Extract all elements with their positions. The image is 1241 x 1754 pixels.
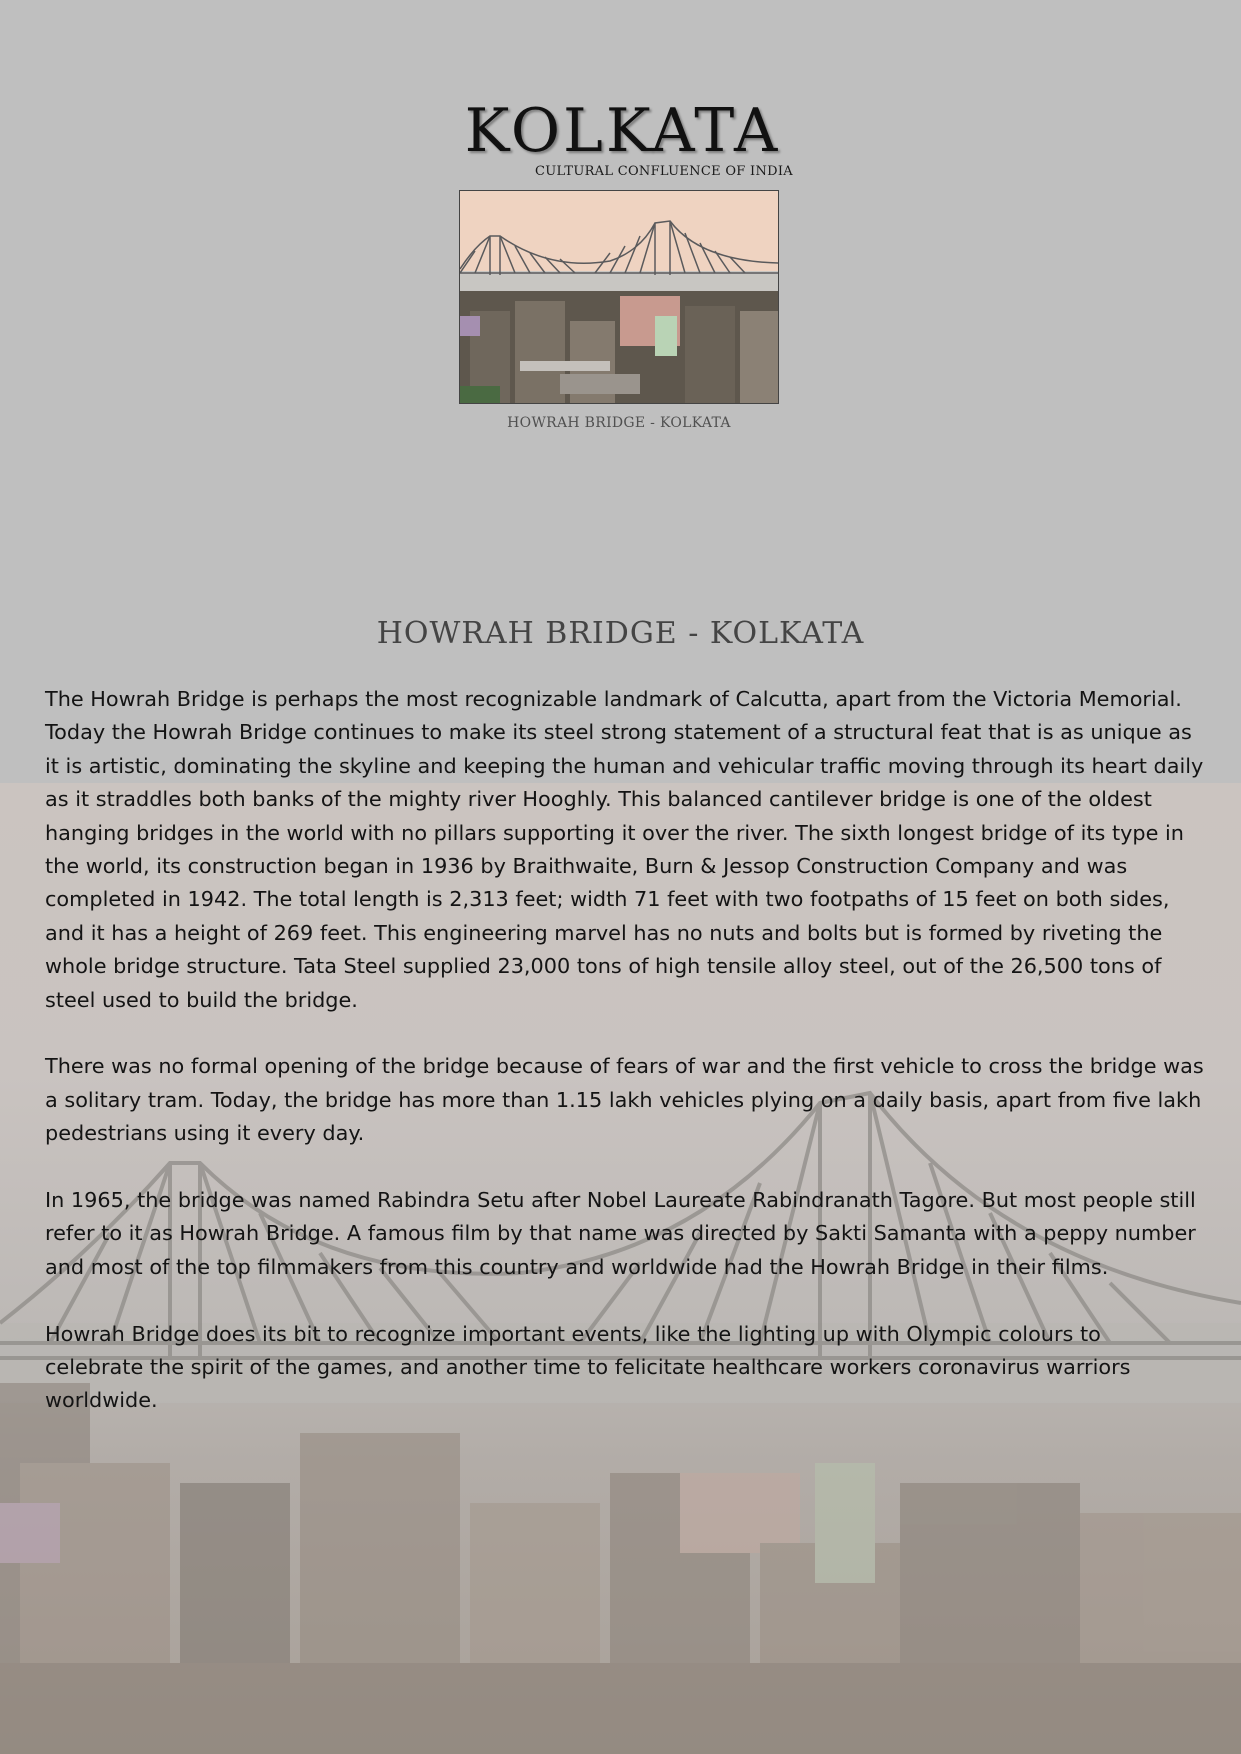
article-body bbox=[45, 683, 1205, 1451]
article-paragraph: In 1965, the bridge was named Rabindra Setu after Nobel Laureate Rabindranath Tagore. But most people still refer to it as Howrah Bridge. A famous film by that name was directed by Sakti Samanta with a peppy number and most of the top filmmakers from this country and worldwide had the Howrah Bridge in their films. bbox=[45, 1188, 1196, 1279]
article-paragraph: There was no formal opening of the bridge because of fears of war and the first vehicle to cross the bridge was a solitary tram. Today, the bridge has more than 1.15 lakh vehicles plying on a daily basis, apart from five lakh pedestrians using it every day. bbox=[45, 1054, 1204, 1146]
article-heading: HOWRAH BRIDGE - KOLKATA bbox=[376, 616, 865, 651]
site-title: KOLKATA bbox=[464, 96, 781, 166]
hero-caption: HOWRAH BRIDGE - KOLKATA bbox=[507, 415, 731, 431]
howrah-bridge-photo bbox=[460, 191, 778, 403]
article-paragraph: Howrah Bridge does its bit to recognize important events, like the lighting up with Olympic colours to celebrate the spirit of the games, and another time to felicitate healthcare workers coronavirus warriors worldwide. bbox=[45, 1321, 1131, 1413]
hero-image bbox=[459, 190, 779, 404]
site-tagline: CULTURAL CONFLUENCE OF INDIA bbox=[534, 164, 793, 179]
article-paragraph: The Howrah Bridge is perhaps the most recognizable landmark of Calcutta, apart from the Victoria Memorial. Today the Howrah Bridge continues to make its steel strong statement of a structural feat that is as unique as it is artistic, dominating the skyline and keeping the human and vehicular traffic moving through its heart daily as it straddles both banks of the mighty river Hooghly. This balanced cantilever bridge is one of the oldest hanging bridges in the world with no pillars supporting it over the river. The sixth longest bridge of its type in the world, its construction began in 1936 by Braithwaite, Burn & Jessop Construction Company and was completed in 1942. The total length is 2,313 feet; width 71 feet with two footpaths of 15 feet on both sides, and it has a height of 269 feet. This engineering marvel has no nuts and bolts but is formed by riveting the whole bridge structure. Tata Steel supplied 23,000 tons of high tensile alloy steel, out of the 26,500 tons of steel used to build the bridge. bbox=[45, 687, 1204, 1012]
